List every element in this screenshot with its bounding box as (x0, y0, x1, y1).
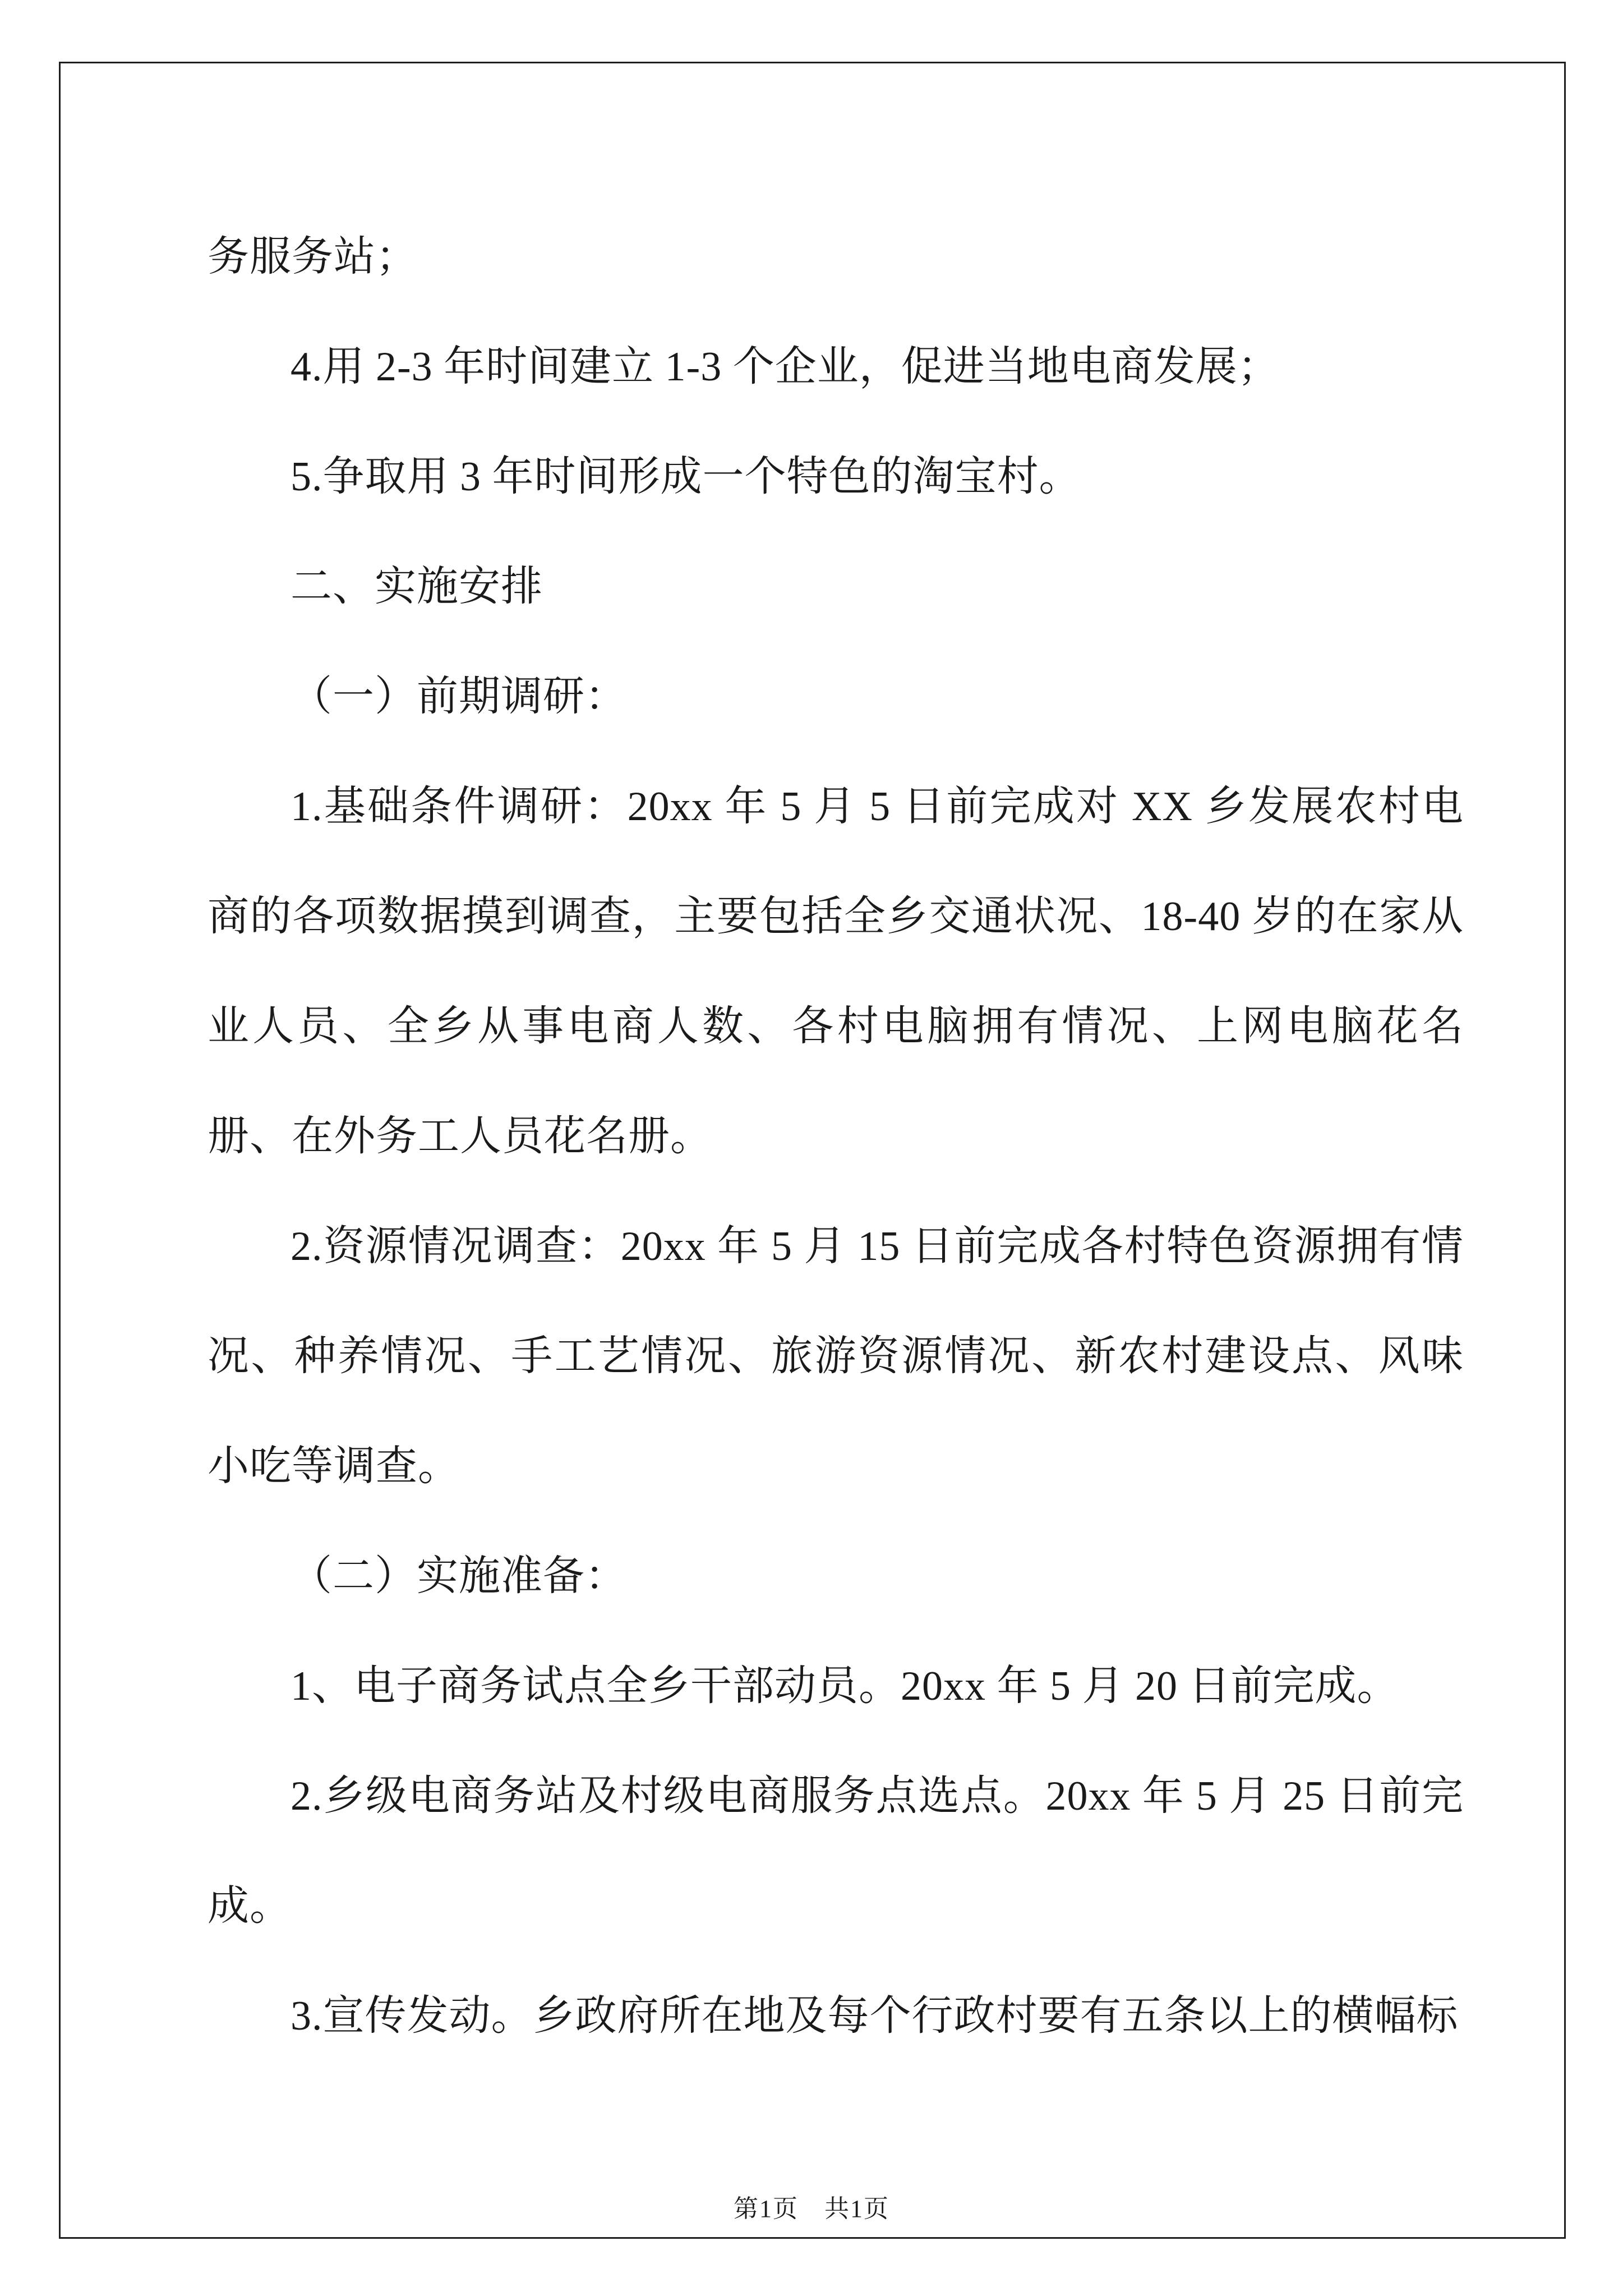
paragraph-goal-4: 4.用 2-3 年时间建立 1-3 个企业，促进当地电商发展； (291, 344, 1280, 390)
paragraph-prep-1: 1、电子商务试点全乡干部动员。20xx 年 5 月 20 日前完成。 (291, 1663, 1399, 1709)
paragraph-continuation: 务服务站； (208, 234, 418, 280)
section-heading-2: 二、实施安排 (291, 564, 543, 610)
page-footer: 第1页 共1页 (734, 2195, 889, 2223)
subsection-heading-2: （二）实施准备： (291, 1553, 627, 1599)
paragraph-research-2: 2.资源情况调查：20xx 年 5 月 15 日前完成各村特色资源拥有情况、种养情况、手工艺情况、旅游资源情况、新农村建设点、风味小吃等调查。 (208, 1223, 1464, 1489)
document-body (208, 202, 1464, 2071)
paragraph-goal-5: 5.争取用 3 年时间形成一个特色的淘宝村。 (291, 454, 1081, 500)
paragraph-research-1: 1.基础条件调研：20xx 年 5 月 5 日前完成对 XX 乡发展农村电商的各项数据摸到调查，主要包括全乡交通状况、18-40 岁的在家从业人员、全乡从事电商人数、各村电脑拥有情况、上网电脑花名册、在外务工人员花名册。 (208, 784, 1464, 1159)
paragraph-prep-2: 2.乡级电商务站及村级电商服务点选点。20xx 年 5 月 25 日前完成。 (208, 1773, 1464, 1929)
paragraph-prep-3: 3.宣传发动。乡政府所在地及每个行政村要有五条以上的横幅标 (291, 1993, 1459, 2039)
subsection-heading-1: （一）前期调研： (291, 674, 627, 720)
